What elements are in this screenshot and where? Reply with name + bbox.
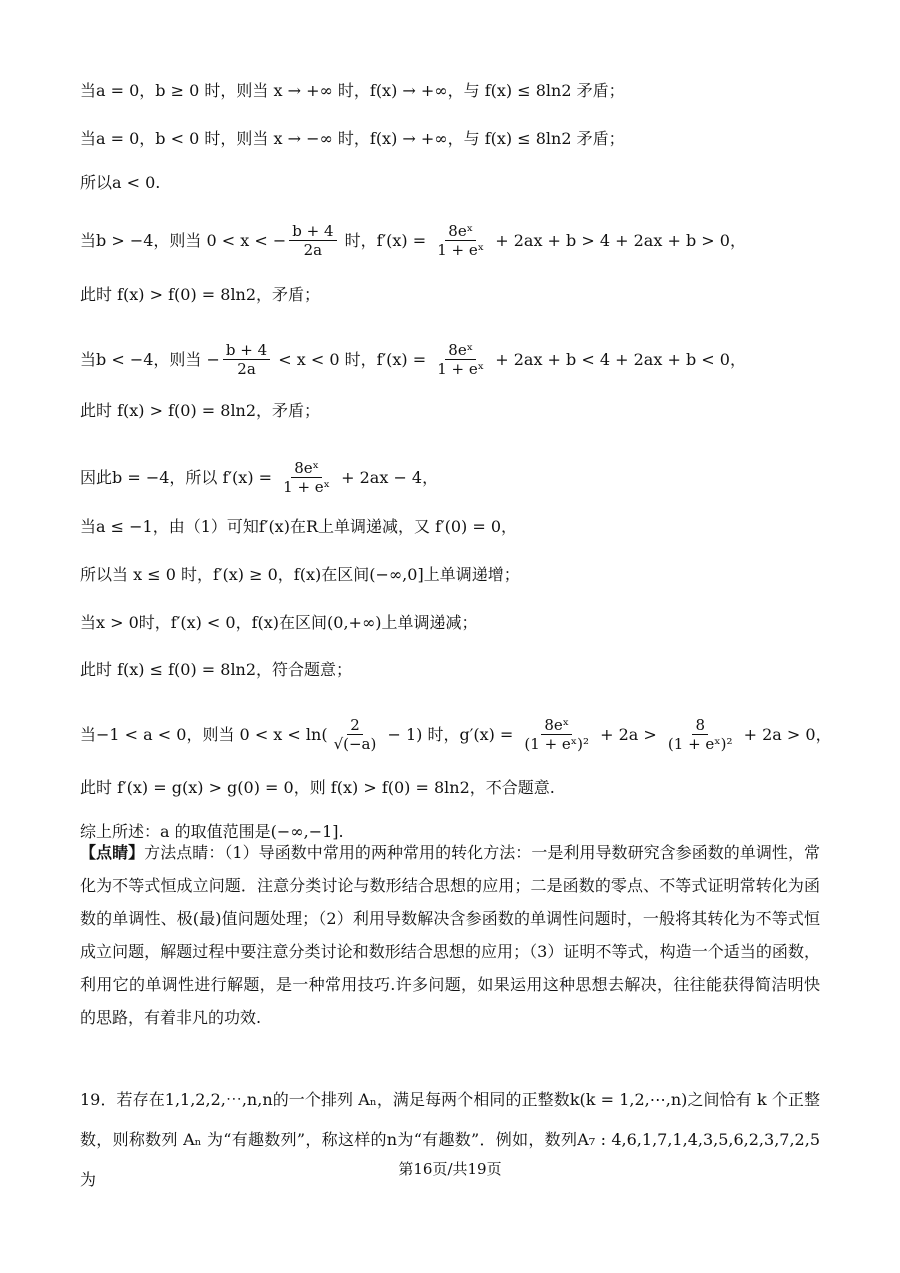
fraction-numerator: b + 4 <box>223 341 270 360</box>
fraction <box>223 341 270 378</box>
line-text: + 2ax + b < 4 + 2ax + b < 0， <box>490 349 746 369</box>
line-text: 当x > 0时，f′(x) < 0，f(x)在区间(0,+∞)上单调递减； <box>80 613 478 632</box>
line-text: 此时 f(x) > f(0) = 8ln2，矛盾； <box>80 285 321 304</box>
line-text: 当a = 0，b < 0 时，则当 x → −∞ 时，f(x) → +∞，与 f(x) ≤ 8ln2 矛盾； <box>80 129 625 148</box>
fraction-denominator: √(−a) <box>333 735 377 753</box>
fraction-numerator: 2 <box>347 716 363 735</box>
solution-line-l1 <box>80 80 625 102</box>
fraction <box>289 222 336 259</box>
fraction-denominator: 1 + eˣ <box>437 360 485 378</box>
fraction <box>665 716 736 753</box>
solution-line-l14 <box>80 777 555 799</box>
fraction-denominator: (1 + eˣ)² <box>524 735 590 753</box>
solution-line-l2 <box>80 128 625 150</box>
solution-line-l4 <box>80 222 746 259</box>
fraction-denominator: 2a <box>303 241 323 259</box>
line-text: 此时 f(x) > f(0) = 8ln2，矛盾； <box>80 401 321 420</box>
line-text: 所以a < 0. <box>80 173 161 192</box>
fraction-denominator: 2a <box>237 360 256 378</box>
fraction <box>434 222 487 259</box>
line-text: 此时 f′(x) = g(x) > g(0) = 0，则 f(x) > f(0) = 8ln2，不合题意. <box>80 778 555 797</box>
fraction-denominator: 1 + eˣ <box>283 478 331 496</box>
fraction <box>331 716 380 753</box>
line-text: + 2a > <box>595 724 662 744</box>
line-text: 当b > −4，则当 0 < x < − <box>80 230 287 250</box>
line-text: 时，f′(x) = <box>339 230 432 250</box>
line-text: < x < 0 时，f′(x) = <box>273 349 432 369</box>
fraction <box>280 459 333 496</box>
dianjing-text: 方法点睛：（1）导函数中常用的两种常用的转化方法：一是利用导数研究含参函数的单调性，常化为不等式恒成立问题．注意分类讨论与数形结合思想的应用；二是函数的零点、不等式证明常转化为函数的单调性、极(最)值问题处理；（2）利用导数解决含参函数的单调性问题时，一般将其转化为不等式恒成立问题，解题过程中要注意分类讨论和数形结合思想的应用；（3）证明不等式，构造一个适当的函数，利用它的单调性进行解题，是一种常用技巧.许多问题，如果运用这种思想去解决，往往能获得简洁明快的思路，有着非凡的功效. <box>80 843 820 1027</box>
fraction-numerator: 8eˣ <box>291 459 322 478</box>
fraction-numerator: 8eˣ <box>445 341 476 360</box>
line-text: 当a = 0，b ≥ 0 时，则当 x → +∞ 时，f(x) → +∞，与 f(x) ≤ 8ln2 矛盾； <box>80 81 625 100</box>
question-19-text: 19．若存在1,1,2,2,⋯,n,n的一个排列 Aₙ，满足每两个相同的正整数k(k = 1,2,⋯,n)之间恰有 k 个正整数，则称数列 Aₙ 为“有趣数列”，称这样的n为“有趣数”．例如，数列A₇ : 4,6,1,7,1,4,3,5,6,2,3,7,2,5为 <box>80 1090 820 1189</box>
line-text: 因此b = −4，所以 f′(x) = <box>80 467 278 487</box>
line-text: + 2a > 0， <box>738 724 832 744</box>
fraction-denominator: 1 + eˣ <box>437 241 485 259</box>
fraction <box>521 716 592 753</box>
solution-line-l6 <box>80 341 746 378</box>
line-text: + 2ax + b > 4 + 2ax + b > 0， <box>490 230 746 250</box>
solution-line-l11 <box>80 612 478 634</box>
line-text: 此时 f(x) ≤ f(0) = 8ln2，符合题意； <box>80 660 353 679</box>
fraction-numerator: 8eˣ <box>445 222 476 241</box>
solution-line-l7 <box>80 400 320 422</box>
line-text: + 2ax − 4， <box>336 467 439 487</box>
fraction-numerator: 8eˣ <box>541 716 572 735</box>
solution-line-l5 <box>80 284 320 306</box>
dianjing-paragraph <box>80 836 820 1034</box>
solution-line-l10 <box>80 564 520 586</box>
solution-line-l8 <box>80 459 438 496</box>
line-text: 所以当 x ≤ 0 时，f′(x) ≥ 0，f(x)在区间(−∞,0]上单调递增； <box>80 565 520 584</box>
dianjing-label: 【点睛】 <box>80 843 145 862</box>
fraction-numerator: 8 <box>692 716 708 735</box>
fraction-denominator: (1 + eˣ)² <box>667 735 733 753</box>
solution-line-l13 <box>80 716 832 753</box>
line-text: 当b < −4，则当 − <box>80 349 220 369</box>
solution-line-l9 <box>80 516 517 538</box>
line-text: 综上所述：a 的取值范围是(−∞,−1]. <box>80 822 344 841</box>
question-19 <box>80 1080 820 1200</box>
line-text: − 1) 时，g′(x) = <box>382 724 519 744</box>
line-text: 当−1 < a < 0，则当 0 < x < ln( <box>80 724 328 744</box>
solution-line-l3 <box>80 172 160 194</box>
fraction <box>434 341 487 378</box>
solution-line-l12 <box>80 659 352 681</box>
page-footer: 第16页/共19页 <box>398 1160 502 1178</box>
line-text: 当a ≤ −1，由（1）可知f′(x)在R上单调递减，又 f′(0) = 0， <box>80 517 518 536</box>
fraction-numerator: b + 4 <box>289 222 336 241</box>
